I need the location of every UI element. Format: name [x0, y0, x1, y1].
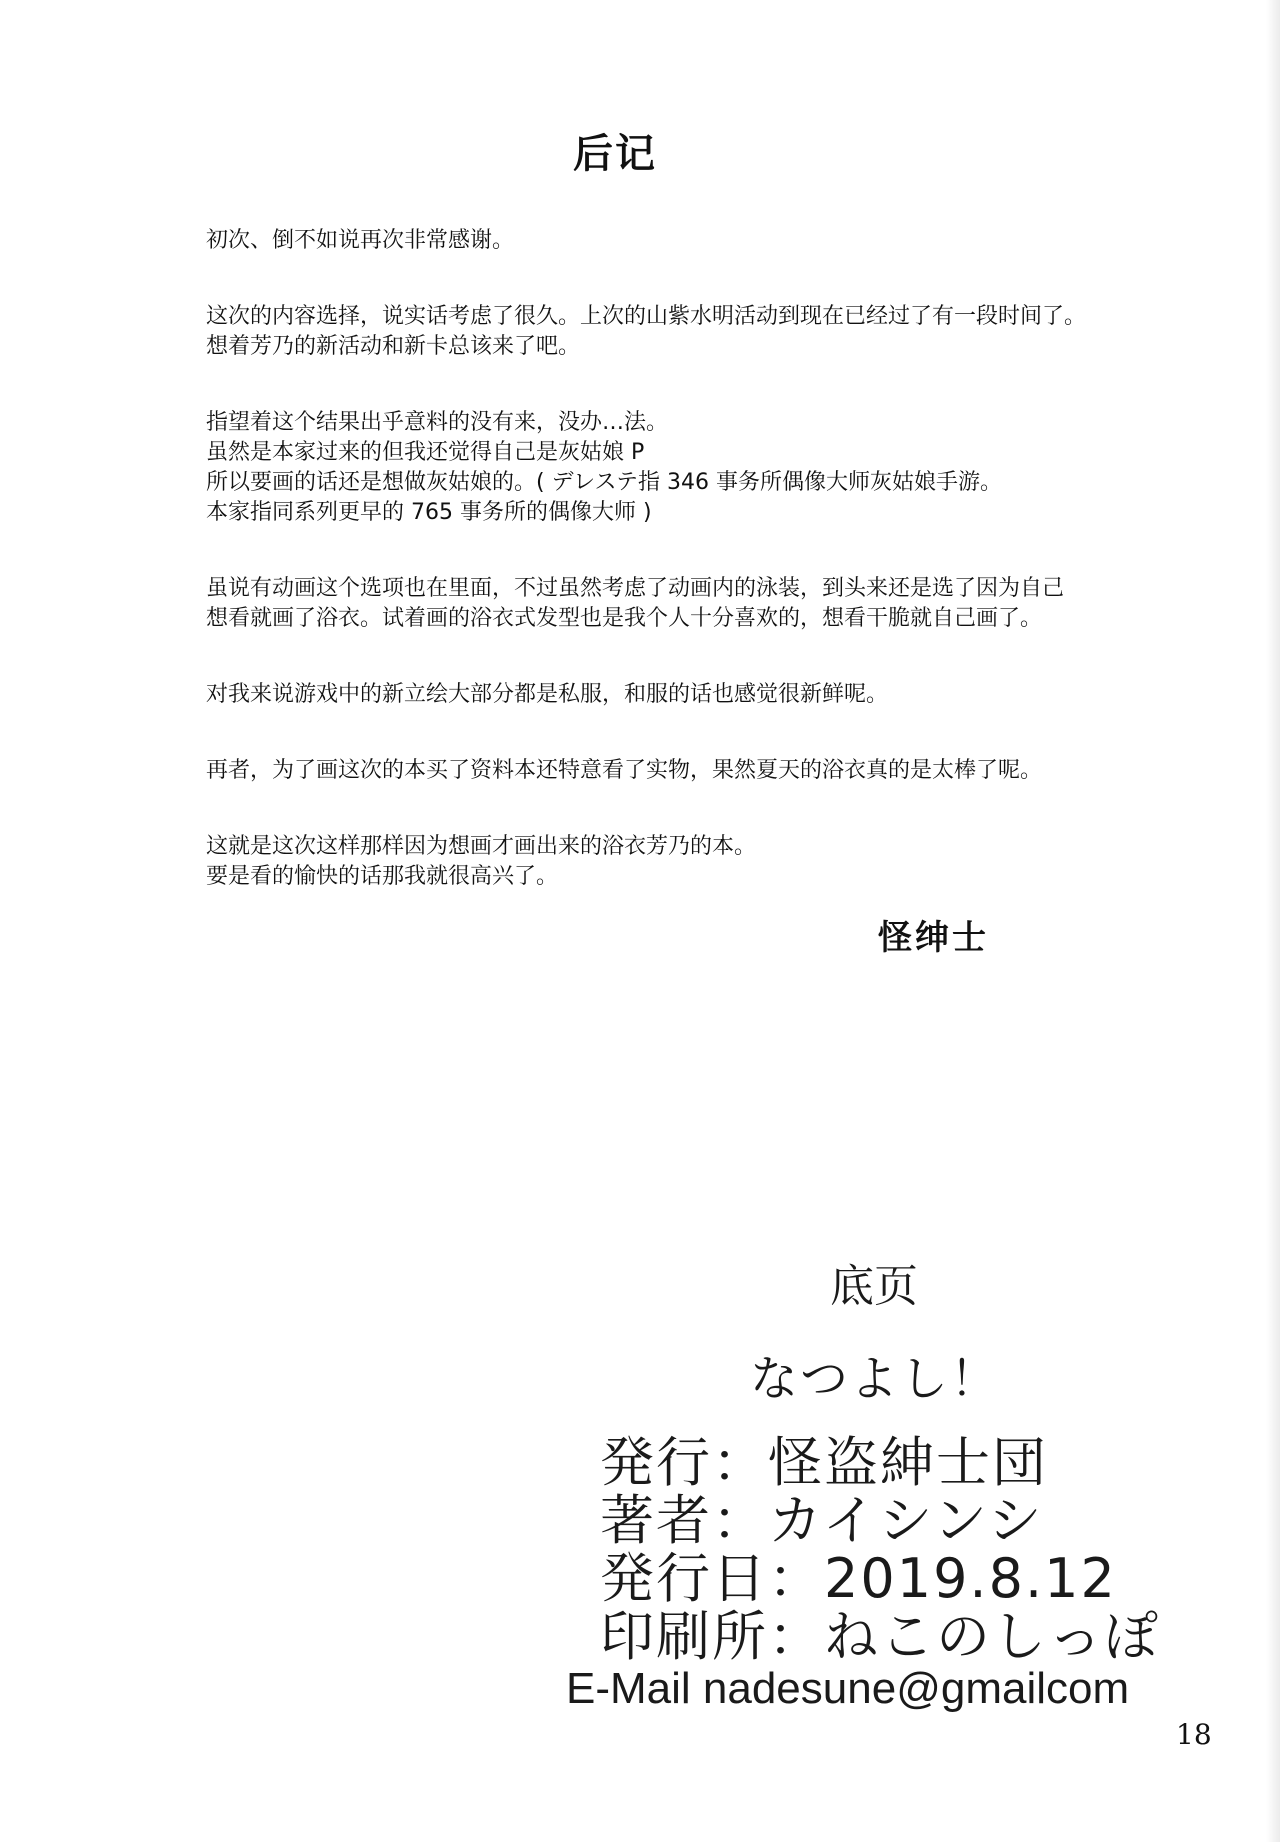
paragraph: 对我来说游戏中的新立绘大部分都是私服，和服的话也感觉很新鲜呢。	[206, 682, 889, 707]
book-title: なつよし！	[750, 1351, 1001, 1407]
page-title: 后记	[573, 131, 657, 177]
paragraph: 这就是这次这样那样因为想画才画出来的浴衣芳乃的本。 要是看的愉快的话那我就很高兴了。	[206, 834, 757, 889]
page-edge-shadow	[1266, 0, 1280, 1842]
printer-line: 印刷所：ねこのしっぽ	[600, 1605, 1160, 1668]
paragraph: 虽说有动画这个选项也在里面，不过虽然考虑了动画内的泳装，到头来还是选了因为自己 想看就画了浴衣。试着画的浴衣式发型也是我个人十分喜欢的，想看干脆就自己画了。	[206, 576, 1065, 631]
publisher-line: 発行：怪盗紳士団	[600, 1431, 1048, 1494]
page-number: 18	[1176, 1718, 1212, 1751]
colophon-heading: 底页	[830, 1261, 918, 1312]
paragraph: 再者，为了画这次的本买了资料本还特意看了实物，果然夏天的浴衣真的是太棒了呢。	[206, 758, 1043, 783]
signature: 怪绅士	[878, 918, 989, 958]
paragraph: 这次的内容选择，说实话考虑了很久。上次的山紫水明活动到现在已经过了有一段时间了。 想着芳乃的新活动和新卡总该来了吧。	[206, 304, 1087, 359]
afterword-body	[206, 226, 1246, 938]
paragraph: 指望着这个结果出乎意料的没有来，没办…法。 虽然是本家过来的但我还觉得自己是灰姑娘 P 所以要画的话还是想做灰姑娘的。( デレステ指 346 事务所偶像大师灰姑娘手游。 本家指同系列更早的 765 事务所的偶像大师 )	[206, 410, 1003, 525]
author-line: 著者：カイシンシ	[600, 1489, 1044, 1552]
paragraph: 初次、倒不如说再次非常感谢。	[206, 228, 515, 253]
email-line: E-Mail nadesune@gmailcom	[566, 1664, 1130, 1713]
publish-date-line: 発行日：2019.8.12	[600, 1547, 1117, 1610]
